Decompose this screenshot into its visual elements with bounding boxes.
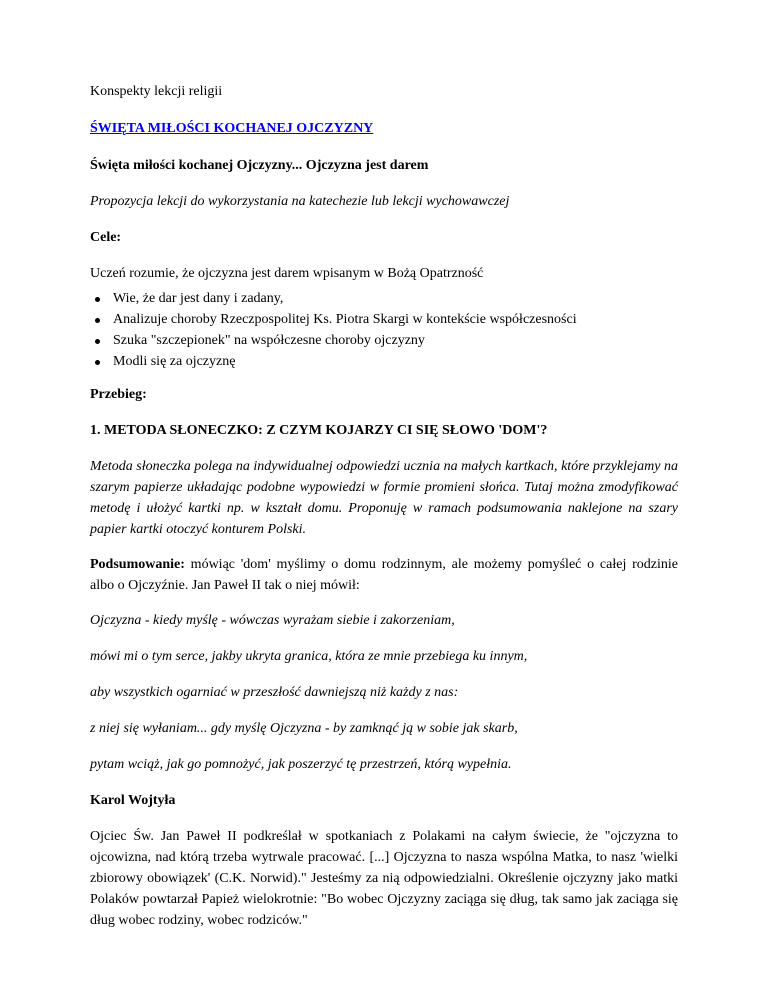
poem-line: pytam wciąż, jak go pomnożyć, jak poszerzyć tę przestrzeń, którą wypełnia.	[90, 757, 512, 772]
goals-list-item: Modli się za ojczyznę	[90, 351, 577, 372]
method-heading: 1. METODA SŁONECZKO: Z CZYM KOJARZY CI SIĘ SŁOWO 'DOM'?	[90, 423, 548, 438]
proposal-text: Propozycja lekcji do wykorzystania na katechezie lub lekcji wychowawczej	[90, 194, 510, 209]
closing-paragraph: Ojciec Św. Jan Paweł II podkreślał w spotkaniach z Polakami na całym świecie, że "ojczyzna to ojcowizna, nad którą trzeba wytrwale pracować. [...] Ojczyzna to nasza wspólna Matka, to nasz 'wielki zbiorowy obowiązek' (C.K. Norwid)." Jesteśmy za nią odpowiedzialni. Określenie ojczyzny jako matki Polaków powtarzał Papież wielokrotnie: "Bo wobec Ojczyzny zaciąga się dług, tak samo jak zaciąga się dług wobec rodziny, wobec rodziców."	[90, 829, 678, 928]
goals-list-item: Wie, że dar jest dany i zadany,	[90, 288, 577, 309]
course-heading: Przebieg:	[90, 387, 147, 402]
title-link[interactable]: ŚWIĘTA MIŁOŚCI KOCHANEJ OJCZYZNY	[90, 121, 374, 136]
summary-paragraph	[90, 554, 678, 596]
goals-list-item: Szuka "szczepionek" na współczesne choroby ojczyzny	[90, 330, 577, 351]
subheading: Święta miłości kochanej Ojczyzny... Ojczyzna jest darem	[90, 158, 429, 173]
poem-line: mówi mi o tym serce, jakby ukryta granica, która ze mnie przebiega ku innym,	[90, 649, 528, 664]
summary-text: mówiąc 'dom' myślimy o domu rodzinnym, ale możemy pomyśleć o całej rodzinie albo o Ojczyźnie. Jan Paweł II tak o niej mówił:	[90, 557, 678, 593]
poem-line: aby wszystkich ogarniać w przeszłość dawniejszą niż każdy z nas:	[90, 685, 459, 700]
title-link-paragraph	[90, 118, 678, 139]
summary-label: Podsumowanie:	[90, 557, 185, 572]
goals-list	[90, 288, 577, 372]
poem-line: z niej się wyłaniam... gdy myślę Ojczyzna - by zamknąć ją w sobie jak skarb,	[90, 721, 518, 736]
method-description: Metoda słoneczka polega na indywidualnej odpowiedzi ucznia na małych kartkach, które przyklejamy na szarym papierze układając podobne wypowiedzi w formie promieni słońca. Tutaj można zmodyfikować metodę i ułożyć kartki np. w kształt domu. Proponuję w ramach podsumowania naklejone na szary papier kartki otoczyć konturem Polski.	[90, 459, 678, 537]
poem-author: Karol Wojtyła	[90, 793, 176, 808]
poem-line: Ojczyzna - kiedy myślę - wówczas wyrażam siebie i zakorzeniam,	[90, 613, 455, 628]
goals-heading: Cele:	[90, 230, 122, 245]
document-subtitle: Konspekty lekcji religii	[90, 84, 223, 99]
goals-intro: Uczeń rozumie, że ojczyzna jest darem wpisanym w Bożą Opatrzność	[90, 266, 484, 281]
goals-list-item: Analizuje choroby Rzeczpospolitej Ks. Piotra Skargi w kontekście współczesności	[90, 309, 577, 330]
